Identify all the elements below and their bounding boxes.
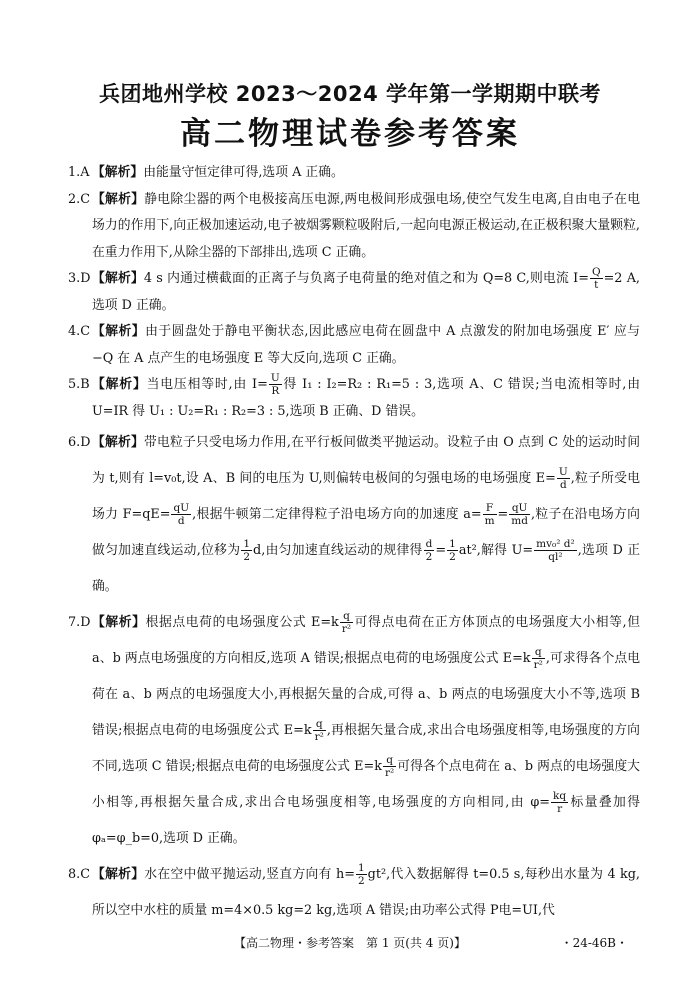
fraction-numerator: q — [532, 646, 545, 659]
fraction-numerator: U — [558, 466, 568, 478]
answer-list — [68, 160, 640, 929]
fraction-denominator: 2 — [425, 551, 433, 563]
fraction-numerator: q — [340, 610, 353, 623]
answer-item-7 — [68, 605, 640, 857]
fraction — [534, 538, 577, 563]
fraction-numerator: q — [313, 718, 326, 731]
question-number: 3.D — [68, 271, 91, 286]
fraction-denominator: d — [177, 515, 185, 527]
answer-key-title: 高二物理试卷参考答案 — [180, 116, 520, 152]
equals-sign: = — [435, 543, 447, 558]
fraction-numerator: 1 — [449, 538, 456, 550]
fraction — [171, 502, 191, 527]
fraction — [447, 538, 458, 563]
fraction-numerator: q — [383, 754, 396, 767]
fraction-numerator: kq — [553, 790, 567, 802]
answer-text: 4 s 内通过横截面的正离子与负离子电荷量的绝对值之和为 Q=8 C,则电流 I= — [143, 271, 589, 286]
answer-text: ,可求得各个点电荷在 a、b 两点的电场强度大小,再根据矢量的合成,可得 a、b 两点的电场强度大小不等,选项 B 错误;根据点电荷的电场强度公式 E=k — [92, 651, 641, 738]
answer-text: ,根据牛顿第二定律得粒子沿电场方向的加速度 a= — [192, 507, 482, 522]
analysis-tag: 【解析】 — [92, 271, 144, 286]
fraction — [590, 266, 603, 291]
answer-text: 可得点电荷在正方体顶点的电场强度大小相等,但 a、b 两点电场强度的方向相反,选项 A 错误;根据点电荷的电场强度公式 E=k — [92, 615, 641, 666]
fraction — [383, 754, 396, 779]
footer-code: ・24-46B・ — [560, 936, 628, 950]
fraction-numerator: mv₀² d² — [536, 538, 575, 550]
fraction — [551, 790, 568, 815]
fraction-denominator: R — [271, 385, 280, 397]
fraction — [557, 466, 570, 491]
answer-item-1 — [68, 160, 640, 187]
answer-item-2 — [68, 187, 640, 267]
fraction — [356, 862, 367, 887]
answer-text: 由能量守恒定律可得,选项 A 正确。 — [143, 165, 344, 180]
answer-text: 当电压相等时,由 I= — [146, 377, 268, 392]
fraction-numerator: 1 — [357, 862, 365, 874]
fraction — [424, 538, 435, 563]
answer-text: 可得各个点电荷在 a、b 两点的电场强度大小相等,再根据矢量合成,求出合电场强度相等,电场强度的方向相同,由 φ= — [92, 759, 640, 810]
fraction — [509, 502, 530, 527]
analysis-tag: 【解析】 — [92, 435, 144, 450]
fraction-numerator: d — [425, 538, 433, 550]
fraction-denominator: md — [511, 515, 528, 527]
answer-text: ,再根据矢量合成,求出合电场强度相等,电场强度的方向不同,选项 C 错误;根据点电荷的电场强度公式 E=k — [92, 723, 640, 774]
fraction-denominator: r² — [314, 731, 324, 743]
answer-text: 带电粒子只受电场力作用,在平行板间做类平抛运动。设粒子由 O 点到 C 处的运动时间为 t,则有 l=v₀t,设 A、B 间的电压为 U,则偏转电极间的匀强电场的电场强度 E= — [92, 435, 641, 486]
answer-text: 由于圆盘处于静电平衡状态,因此感应电荷在圆盘中 A 点激发的附加电场强度 E′ 应与 −Q 在 A 点产生的电场强度 E 等大反向,选项 C 正确。 — [92, 324, 641, 366]
answer-text: d,由匀加速直线运动的规律得 — [253, 543, 423, 558]
question-number: 6.D — [68, 435, 91, 450]
question-number: 5.B — [68, 377, 90, 392]
answer-text: 静电除尘器的两个电极接高压电源,两电极间形成强电场,使空气发生电离,自由电子在电场力的作用下,向正极加速运动,电子被烟雾颗粒吸附后,一起向电源正极运动,在正极积聚大量颗粒,在重力作用下,从除尘器的下部排出,选项 C 正确。 — [92, 191, 640, 260]
answer-item-3 — [68, 266, 640, 319]
analysis-tag: 【解析】 — [92, 191, 145, 207]
answer-text: 标量叠加得 φₐ=φ_b=0,选项 D 正确。 — [92, 795, 641, 846]
answer-text: 水在空中做平抛运动,竖直方向有 h= — [144, 867, 355, 882]
answer-item-6 — [68, 425, 640, 605]
fraction-denominator: ql² — [548, 551, 563, 563]
fraction — [313, 718, 326, 743]
answer-item-5 — [68, 372, 640, 425]
fraction-denominator: 2 — [243, 551, 251, 563]
answer-text: =2 A,选项 D 正确。 — [92, 271, 640, 313]
question-number: 8.C — [68, 867, 91, 882]
fraction — [340, 610, 353, 635]
fraction-denominator: r — [557, 803, 563, 815]
answer-text: at²,解得 U= — [458, 543, 534, 558]
fraction-denominator: m — [484, 515, 495, 527]
analysis-tag: 【解析】 — [92, 615, 146, 630]
question-number: 1.A — [68, 165, 90, 180]
answer-text: ,选项 D 正确。 — [92, 543, 641, 594]
analysis-tag: 【解析】 — [92, 377, 147, 392]
answer-text: gt²,代入数据解得 t=0.5 s,每秒出水量为 4 kg,所以空中水柱的质量 m=4×0.5 kg=2 kg,选项 A 错误;由功率公式得 P电=UI,代 — [92, 867, 640, 918]
fraction-denominator: 2 — [449, 551, 456, 563]
fraction-numerator: Q — [591, 266, 601, 278]
analysis-tag: 【解析】 — [92, 867, 145, 882]
equals-sign: = — [497, 507, 509, 522]
fraction — [269, 372, 282, 397]
answer-text: ,粒子所受电场力 F=qE= — [92, 471, 641, 522]
answer-item-4 — [68, 319, 640, 372]
fraction — [483, 502, 497, 527]
answer-item-8 — [68, 857, 640, 929]
fraction-numerator: qU — [509, 502, 530, 515]
fraction-numerator: F — [483, 502, 497, 515]
exam-title: 兵团地州学校 2023～2024 学年第一学期期中联考 — [98, 82, 601, 106]
answer-text: ,粒子在沿电场方向做匀加速直线运动,位移为 — [92, 507, 640, 558]
question-number: 4.C — [68, 324, 91, 339]
question-number: 7.D — [68, 615, 91, 630]
fraction-numerator: 1 — [243, 538, 251, 550]
answer-text: 得 I₁ : I₂=R₂ : R₁=5 : 3,选项 A、C 错误;当电流相等时,由 U=IR 得 U₁ : U₂=R₁ : R₂=3 : 5,选项 B 正确、D 错误。 — [92, 377, 641, 419]
fraction — [532, 646, 545, 671]
fraction-denominator: d — [559, 479, 567, 491]
fraction-denominator: 2 — [357, 875, 365, 887]
fraction — [241, 538, 252, 563]
answer-text: 根据点电荷的电场强度公式 E=k — [145, 615, 339, 630]
analysis-tag: 【解析】 — [92, 165, 144, 180]
fraction-numerator: qU — [173, 502, 190, 514]
fraction-numerator: U — [270, 372, 280, 384]
analysis-tag: 【解析】 — [92, 324, 146, 339]
footer-page-info: 【高二物理・参考答案 第 1 页(共 4 页)】 — [234, 936, 466, 950]
fraction-denominator: r² — [384, 767, 395, 779]
fraction-denominator: r² — [533, 659, 543, 671]
fraction-denominator: t — [594, 279, 599, 291]
question-number: 2.C — [68, 191, 91, 207]
fraction-denominator: r² — [341, 623, 352, 635]
